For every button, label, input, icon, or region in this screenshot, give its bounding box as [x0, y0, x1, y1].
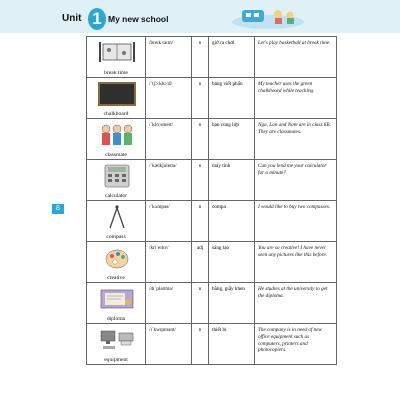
ipa-text: /ˈkʌmpəs/ — [149, 204, 170, 210]
word-label: break time — [104, 70, 128, 76]
unit-label: Unit — [62, 13, 82, 24]
vietnamese-meaning: máy tính — [212, 163, 231, 169]
ipa-text: /ˈkælkjuleɪtə/ — [149, 163, 177, 169]
part-of-speech: n — [198, 286, 202, 292]
part-of-speech: n — [198, 81, 202, 87]
table-row — [87, 160, 337, 201]
part-of-speech: n — [198, 327, 202, 333]
part-of-speech: n — [198, 204, 202, 210]
word-label: compass — [106, 234, 126, 240]
table-row — [87, 324, 337, 365]
table-row — [87, 201, 337, 242]
example-sentence: I would like to buy two compasses. — [258, 204, 331, 210]
vietnamese-meaning: bạn cùng lớp — [212, 122, 239, 128]
word-label: calculator — [104, 193, 128, 199]
equipment-icon — [97, 327, 137, 353]
example-sentence: He studies at the university to get the diploma. — [258, 286, 328, 299]
vietnamese-meaning: compa — [212, 204, 226, 210]
vietnamese-meaning: giờ ra chơi — [212, 40, 235, 46]
table-row — [87, 242, 337, 283]
ipa-text: /ˈtʃɔːkbɔːd/ — [149, 81, 173, 87]
example-sentence: The company is in need of new office equipment such as computers, printers and photocopiers. — [258, 327, 322, 354]
calculator-icon — [97, 163, 137, 189]
ipa-text: /ˈklɑːsmeɪt/ — [149, 122, 174, 128]
example-sentence: My teacher uses the green chalkboard while teaching. — [258, 81, 315, 94]
unit-title: My new school — [108, 14, 169, 24]
vietnamese-meaning: sáng tạo — [212, 245, 230, 251]
compass-icon — [97, 204, 137, 230]
school-illustration-icon — [228, 2, 308, 30]
ipa-text: /ɪˈkwɪpmənt/ — [149, 327, 176, 333]
ipa-text: /breɪk taɪm/ — [149, 40, 174, 46]
vietnamese-meaning: thiết bị — [212, 327, 227, 333]
chalkboard-icon — [97, 81, 137, 107]
table-row — [87, 119, 337, 160]
word-label: diploma — [106, 316, 126, 322]
word-label: classmate — [105, 152, 127, 158]
page-number-tab: 8 — [52, 204, 64, 214]
word-label: equipment — [104, 357, 128, 363]
diploma-icon — [97, 286, 137, 312]
unit-number-badge: 1 — [88, 8, 106, 30]
part-of-speech: n — [198, 122, 202, 128]
word-label: chalkboard — [103, 111, 129, 117]
table-row — [87, 283, 337, 324]
ipa-text: /dɪˈpləʊmə/ — [149, 286, 174, 292]
vocabulary-table — [86, 36, 337, 365]
word-label: creative — [107, 275, 125, 281]
basketball-court-icon — [97, 40, 137, 66]
example-sentence: You are so creative! I have never seen any pictures like this before. — [258, 245, 328, 258]
part-of-speech: n — [198, 163, 202, 169]
example-sentence: Let's play basketball at break time. — [258, 40, 331, 46]
table-row — [87, 37, 337, 78]
example-sentence: Can you lend me your calculator for a minute? — [258, 163, 327, 176]
vietnamese-meaning: bảng viết phấn — [212, 81, 243, 87]
creative-painting-icon — [97, 245, 137, 271]
vietnamese-meaning: bằng, giấy khen — [212, 286, 245, 292]
part-of-speech: n — [198, 40, 202, 46]
page-header — [0, 0, 400, 33]
example-sentence: Nga, Lan and Nam are in class 6B. They are classmates. — [258, 122, 331, 135]
ipa-text: /kriˈeɪtɪv/ — [149, 245, 169, 251]
table-row — [87, 78, 337, 119]
classmates-icon — [97, 122, 137, 148]
part-of-speech: adj — [196, 245, 204, 251]
